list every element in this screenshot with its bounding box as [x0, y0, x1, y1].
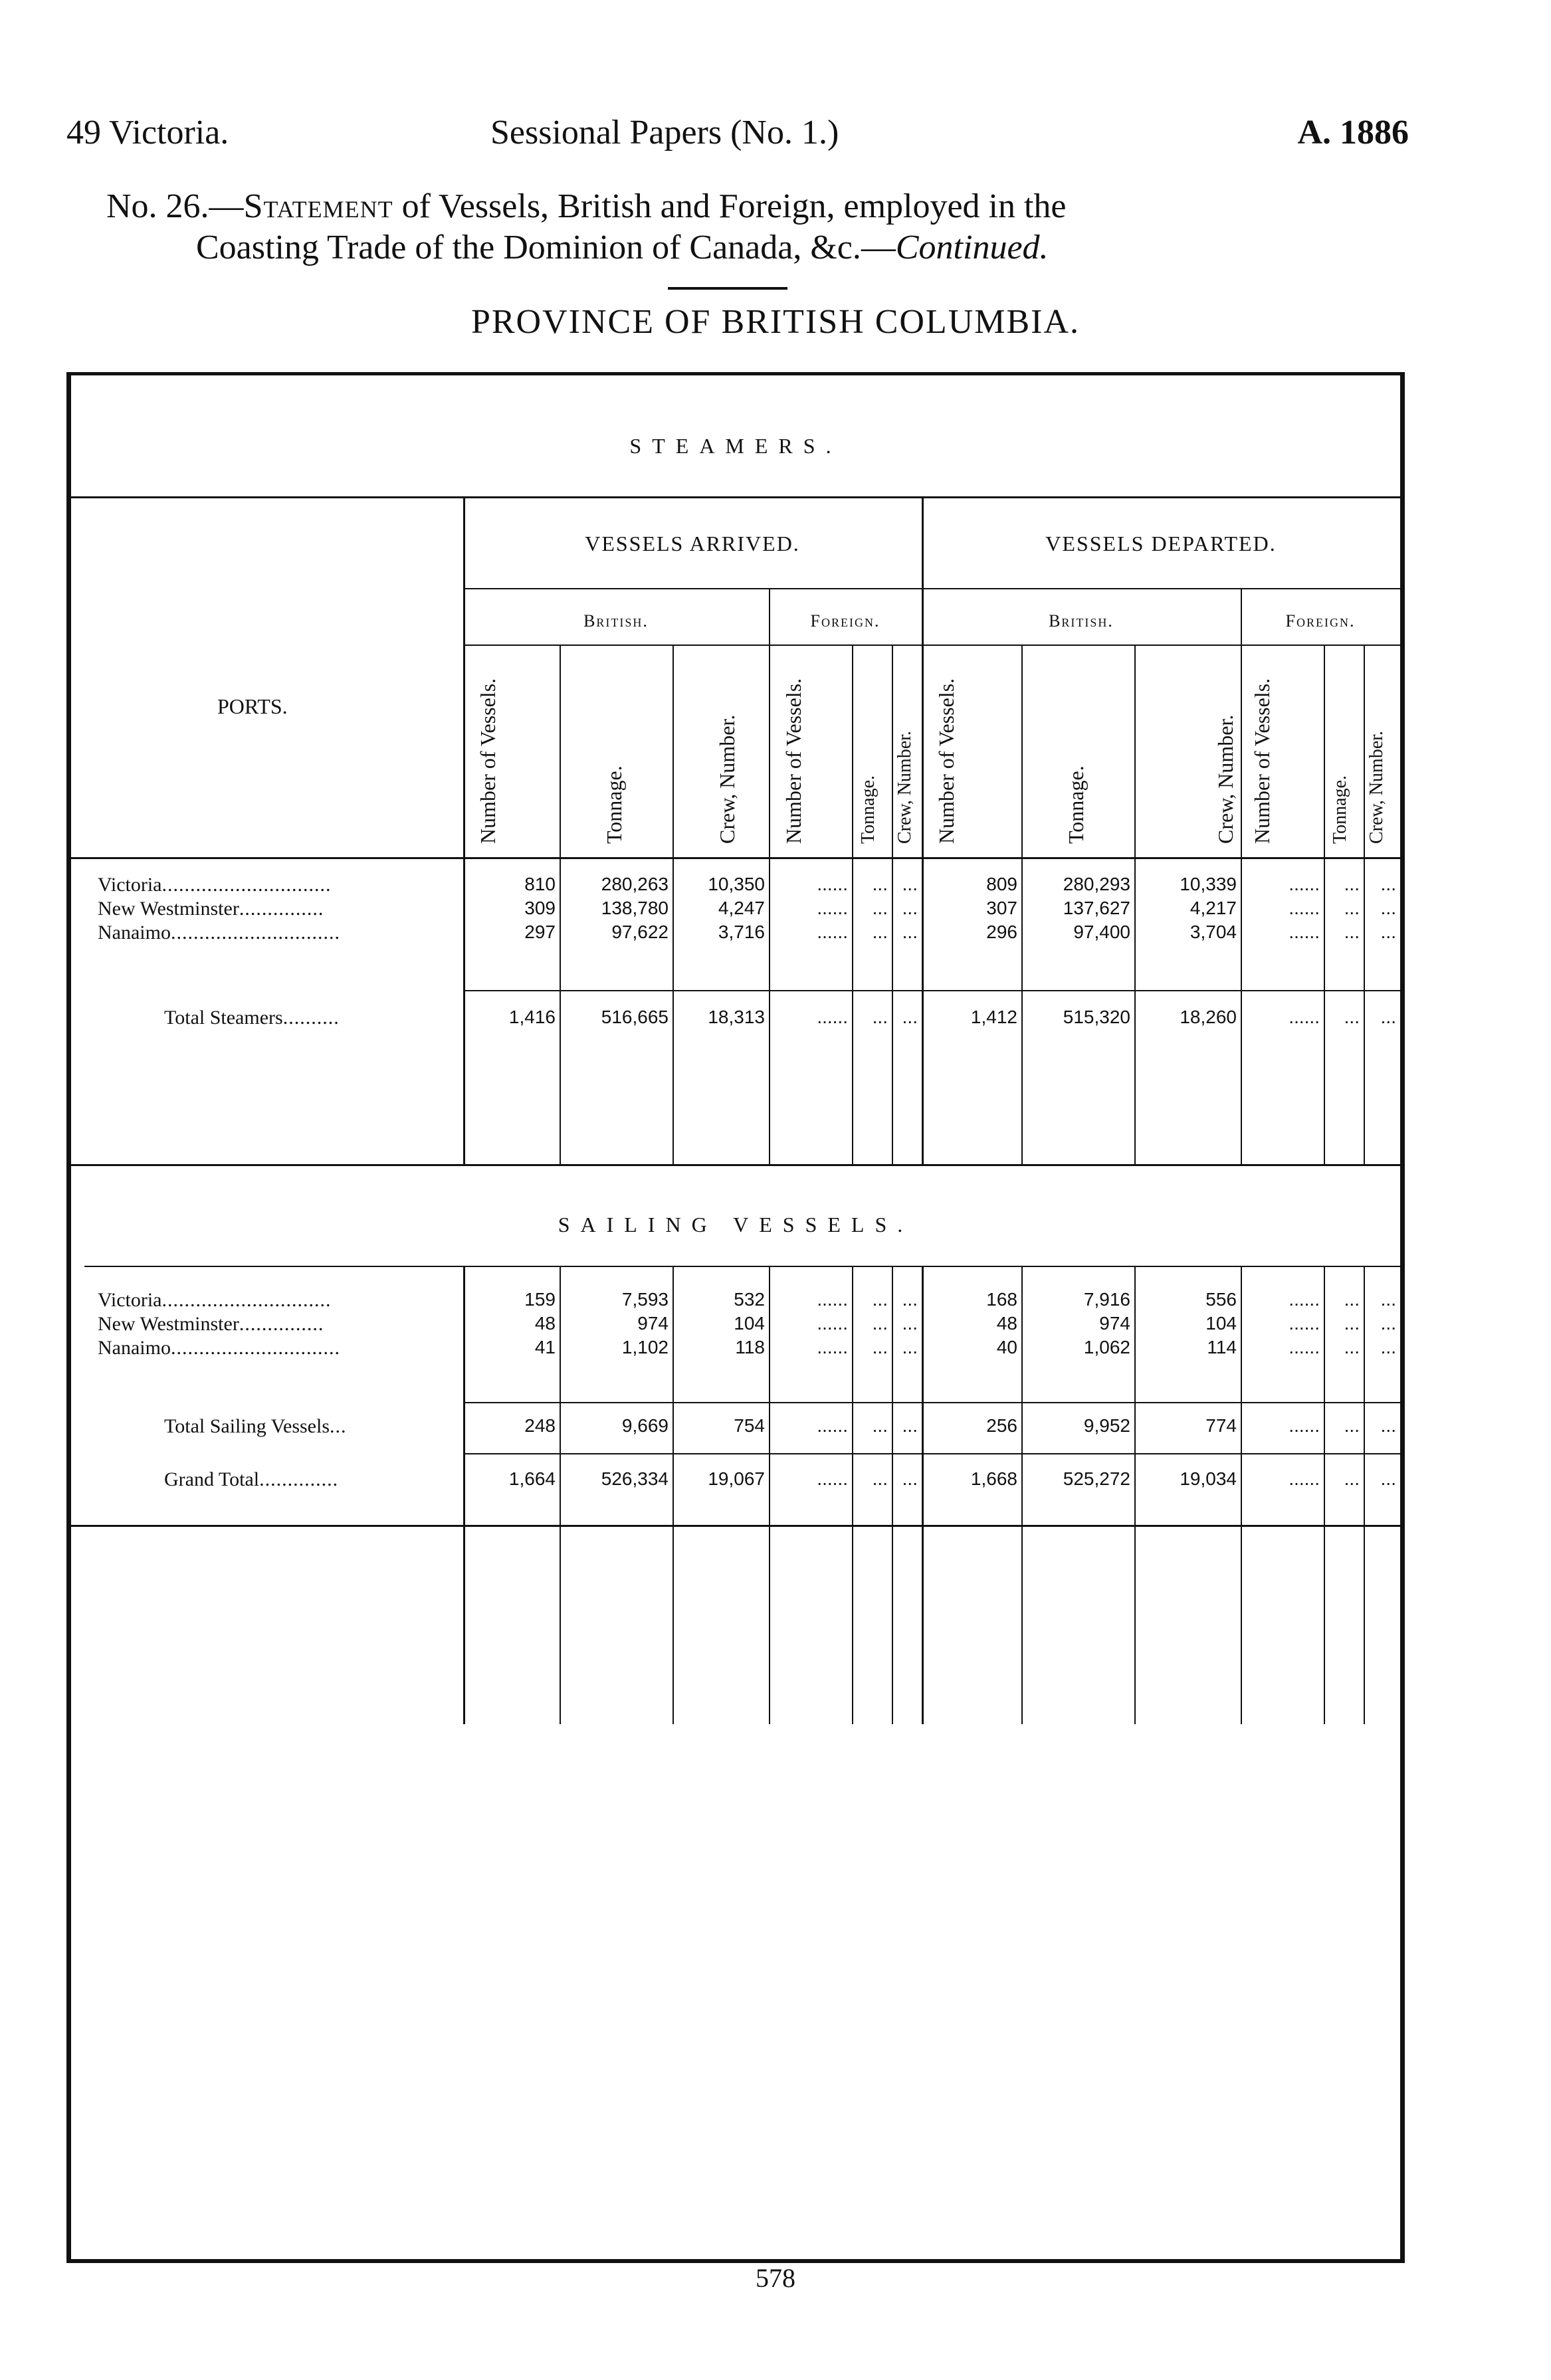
grand-total-row — [71, 1468, 1400, 1495]
port-name — [98, 922, 476, 944]
departed-british-tonnage: 97,400 — [1073, 922, 1130, 942]
arrived-british-crew: 4,247 — [718, 898, 765, 918]
departed-british-tonnage: 515,320 — [1063, 1007, 1130, 1027]
departed-foreign-crew: ... — [1380, 1007, 1396, 1027]
row-label: Grand Total — [164, 1468, 260, 1490]
col-departed-foreign-tonnage: Tonnage. — [1330, 775, 1350, 844]
sailing-vessels-title: SAILING VESSELS. — [558, 1213, 914, 1237]
departed-foreign-number: ...... — [1289, 898, 1320, 918]
title-line-2 — [106, 227, 1369, 268]
arrived-foreign-crew: ... — [902, 898, 918, 918]
arrived-foreign-number: ...... — [817, 1468, 848, 1489]
arrived-british-number: 48 — [534, 1313, 556, 1334]
port-name — [98, 898, 476, 920]
departed-british-tonnage: 1,062 — [1083, 1337, 1130, 1357]
departed-foreign-tonnage: ... — [1344, 1007, 1360, 1027]
departed-british-crew: 10,339 — [1180, 874, 1237, 894]
col-arrived-foreign-number: Number of Vessels. — [781, 678, 805, 844]
title-statement: Statement — [243, 187, 393, 225]
departed-foreign-crew: ... — [1380, 1468, 1396, 1489]
arrived-foreign-tonnage: ... — [872, 1337, 888, 1357]
arrived-foreign-tonnage: ... — [872, 874, 888, 894]
sailing-row — [71, 1313, 1400, 1339]
departed-foreign-tonnage: ... — [1344, 1289, 1360, 1310]
title-rule — [668, 287, 787, 290]
dot-leader: .............................. — [161, 874, 332, 896]
arrived-british-crew: 118 — [735, 1337, 765, 1357]
row-label: New Westminster — [98, 898, 239, 920]
ports-heading: PORTS. — [217, 694, 288, 718]
arrived-foreign-number: ...... — [817, 922, 848, 942]
departed-british-crew: 114 — [1207, 1337, 1237, 1357]
row-label: Nanaimo — [98, 1337, 171, 1359]
arrived-british-crew: 532 — [734, 1289, 765, 1310]
departed-foreign-crew: ... — [1380, 922, 1396, 942]
departed-british-crew: 774 — [1205, 1415, 1237, 1436]
dot-leader: .............................. — [170, 1337, 340, 1359]
departed-british-heading: British. — [1049, 611, 1114, 631]
row-label: Victoria — [98, 874, 162, 896]
departed-british-number: 809 — [986, 874, 1017, 894]
dot-leader: ............... — [239, 1313, 324, 1335]
steamers-title: STEAMERS. — [629, 434, 842, 458]
col-departed-british-number: Number of Vessels. — [934, 678, 958, 844]
arrived-british-tonnage: 7,593 — [621, 1289, 669, 1310]
arrived-foreign-number: ...... — [817, 1289, 848, 1310]
arrived-foreign-crew: ... — [902, 1007, 918, 1027]
departed-british-tonnage: 9,952 — [1083, 1415, 1130, 1436]
port-name — [98, 1337, 476, 1359]
departed-british-tonnage: 7,916 — [1083, 1289, 1130, 1310]
rule-under-steamers — [71, 1164, 1400, 1166]
arrived-british-tonnage: 974 — [637, 1313, 669, 1334]
arrived-foreign-number: ...... — [817, 1313, 848, 1334]
departed-foreign-number: ...... — [1289, 1415, 1320, 1436]
departed-british-crew: 19,034 — [1180, 1468, 1237, 1489]
rule-under-column-headers — [71, 857, 1400, 859]
departed-british-crew: 556 — [1205, 1289, 1237, 1310]
total-label — [164, 1468, 483, 1491]
dot-leader: ... — [330, 1415, 347, 1437]
departed-foreign-number: ...... — [1289, 1313, 1320, 1334]
steamers-row — [71, 922, 1400, 948]
departed-foreign-crew: ... — [1380, 1289, 1396, 1310]
departed-foreign-heading: Foreign. — [1285, 611, 1356, 631]
departed-british-crew: 104 — [1205, 1313, 1237, 1334]
col-departed-foreign-crew: Crew, Number. — [1366, 730, 1387, 844]
departed-foreign-crew: ... — [1380, 1313, 1396, 1334]
col-arrived-foreign-crew: Crew, Number. — [894, 730, 915, 844]
rule-ports-divider — [463, 496, 465, 1164]
rule-under-grand-total — [71, 1525, 1400, 1527]
dot-leader: .......... — [282, 1007, 340, 1029]
rule-above-sailing-total — [463, 1402, 1400, 1403]
departed-foreign-number: ...... — [1289, 1337, 1320, 1357]
departed-foreign-number: ...... — [1289, 1468, 1320, 1489]
col-departed-british-tonnage: Tonnage. — [1064, 765, 1088, 844]
departed-british-tonnage: 525,272 — [1063, 1468, 1130, 1489]
arrived-british-crew: 19,067 — [708, 1468, 765, 1489]
arrived-british-number: 248 — [524, 1415, 556, 1436]
dot-leader: .............................. — [161, 1289, 332, 1311]
province-heading: PROVINCE OF BRITISH COLUMBIA. — [470, 303, 1081, 341]
departed-british-tonnage: 137,627 — [1063, 898, 1130, 918]
departed-british-number: 48 — [996, 1313, 1017, 1334]
title-line2-text: Coasting Trade of the Dominion of Canada, &c.— — [196, 229, 896, 266]
arrived-british-tonnage: 97,622 — [611, 922, 669, 942]
arrived-british-number: 159 — [524, 1289, 556, 1310]
departed-foreign-number: ...... — [1289, 1007, 1320, 1027]
row-label: Victoria — [98, 1289, 162, 1311]
arrived-foreign-tonnage: ... — [872, 922, 888, 942]
arrived-foreign-crew: ... — [902, 1313, 918, 1334]
departed-british-crew: 4,217 — [1189, 898, 1237, 918]
row-label: New Westminster — [98, 1313, 239, 1335]
departed-british-number: 256 — [986, 1415, 1017, 1436]
arrived-foreign-number: ...... — [817, 1007, 848, 1027]
vessels-arrived-heading: VESSELS ARRIVED. — [585, 532, 800, 555]
dot-leader: .............. — [259, 1468, 339, 1490]
departed-british-tonnage: 974 — [1099, 1313, 1130, 1334]
departed-british-crew: 18,260 — [1180, 1007, 1237, 1027]
departed-foreign-tonnage: ... — [1344, 1337, 1360, 1357]
title-line1-rest: of Vessels, British and Foreign, employed in the — [393, 187, 1067, 225]
dot-leader: .............................. — [170, 922, 340, 943]
arrived-foreign-heading: Foreign. — [810, 611, 880, 631]
arrived-british-crew: 10,350 — [708, 874, 765, 894]
arrived-foreign-tonnage: ... — [872, 1415, 888, 1436]
col-departed-foreign-number: Number of Vessels. — [1250, 678, 1274, 844]
arrived-british-number: 297 — [524, 922, 556, 942]
running-head-center: Sessional Papers (No. 1.) — [490, 114, 839, 151]
departed-foreign-number: ...... — [1289, 1289, 1320, 1310]
departed-british-number: 296 — [986, 922, 1017, 942]
arrived-british-number: 41 — [534, 1337, 556, 1357]
col-arrived-british-tonnage: Tonnage. — [602, 765, 626, 844]
row-label: Total Sailing Vessels — [164, 1415, 330, 1437]
arrived-british-heading: British. — [583, 611, 649, 631]
running-head-right: A. 1886 — [1297, 114, 1409, 151]
rule-under-group-headings — [463, 588, 1400, 589]
departed-british-number: 40 — [996, 1337, 1017, 1357]
sailing-row — [71, 1337, 1400, 1363]
departed-british-number: 1,412 — [970, 1007, 1017, 1027]
arrived-foreign-tonnage: ... — [872, 1289, 888, 1310]
title-number: No. 26.— — [106, 187, 244, 225]
total-label — [164, 1415, 483, 1438]
statement-title — [106, 186, 1369, 268]
arrived-british-tonnage: 280,263 — [601, 874, 669, 894]
running-head — [66, 113, 1409, 159]
rule-above-grand-total — [463, 1453, 1400, 1454]
arrived-foreign-crew: ... — [902, 1415, 918, 1436]
col-departed-british-crew: Crew, Number. — [1213, 714, 1237, 844]
sailing-row — [71, 1289, 1400, 1316]
page-folio: 578 — [756, 2263, 795, 2293]
steamers-total-row — [71, 1007, 1400, 1033]
arrived-foreign-number: ...... — [817, 874, 848, 894]
departed-foreign-crew: ... — [1380, 1337, 1396, 1357]
arrived-foreign-crew: ... — [902, 922, 918, 942]
rule-arrived-departed-divider — [922, 496, 924, 1164]
port-name — [98, 874, 476, 896]
arrived-foreign-tonnage: ... — [872, 1468, 888, 1489]
departed-british-number: 168 — [986, 1289, 1017, 1310]
departed-foreign-number: ...... — [1289, 922, 1320, 942]
title-continued: Continued. — [895, 229, 1049, 266]
statement-table — [66, 372, 1405, 2263]
arrived-foreign-crew: ... — [902, 1289, 918, 1310]
departed-foreign-tonnage: ... — [1344, 1313, 1360, 1334]
col-arrived-foreign-tonnage: Tonnage. — [858, 775, 879, 844]
arrived-british-crew: 18,313 — [708, 1007, 765, 1027]
arrived-foreign-number: ...... — [817, 898, 848, 918]
arrived-foreign-number: ...... — [817, 1337, 848, 1357]
arrived-foreign-crew: ... — [902, 874, 918, 894]
rule-under-steamers-title — [71, 496, 1400, 498]
arrived-foreign-crew: ... — [902, 1337, 918, 1357]
col-arrived-british-crew: Crew, Number. — [715, 714, 739, 844]
arrived-british-tonnage: 526,334 — [601, 1468, 669, 1489]
title-line-1 — [106, 186, 1369, 227]
arrived-british-tonnage: 9,669 — [621, 1415, 669, 1436]
arrived-foreign-tonnage: ... — [872, 898, 888, 918]
rule-under-sub-headings — [463, 645, 1400, 646]
departed-foreign-tonnage: ... — [1344, 1468, 1360, 1489]
arrived-british-number: 1,664 — [508, 1468, 556, 1489]
dot-leader: ............... — [239, 898, 324, 920]
arrived-british-crew: 104 — [734, 1313, 765, 1334]
arrived-foreign-tonnage: ... — [872, 1313, 888, 1334]
row-label: Nanaimo — [98, 922, 171, 943]
steamers-row — [71, 874, 1400, 900]
total-label — [164, 1007, 483, 1029]
departed-foreign-crew: ... — [1380, 898, 1396, 918]
departed-british-tonnage: 280,293 — [1063, 874, 1130, 894]
sailing-total-row — [71, 1415, 1400, 1442]
departed-foreign-tonnage: ... — [1344, 874, 1360, 894]
arrived-british-tonnage: 516,665 — [601, 1007, 669, 1027]
rule-above-steamers-total — [463, 990, 1400, 991]
arrived-british-crew: 754 — [734, 1415, 765, 1436]
arrived-british-tonnage: 138,780 — [601, 898, 669, 918]
arrived-foreign-number: ...... — [817, 1415, 848, 1436]
arrived-british-number: 309 — [524, 898, 556, 918]
arrived-foreign-crew: ... — [902, 1468, 918, 1489]
rule-under-sailing-title — [84, 1266, 1400, 1267]
arrived-british-number: 810 — [524, 874, 556, 894]
port-name — [98, 1289, 476, 1312]
departed-foreign-crew: ... — [1380, 874, 1396, 894]
arrived-british-crew: 3,716 — [718, 922, 765, 942]
departed-foreign-crew: ... — [1380, 1415, 1396, 1436]
departed-foreign-tonnage: ... — [1344, 1415, 1360, 1436]
departed-foreign-number: ...... — [1289, 874, 1320, 894]
departed-foreign-tonnage: ... — [1344, 898, 1360, 918]
running-head-left: 49 Victoria. — [66, 114, 229, 151]
steamers-row — [71, 898, 1400, 924]
arrived-foreign-tonnage: ... — [872, 1007, 888, 1027]
departed-british-number: 1,668 — [970, 1468, 1017, 1489]
arrived-british-tonnage: 1,102 — [621, 1337, 669, 1357]
vessels-departed-heading: VESSELS DEPARTED. — [1045, 532, 1277, 555]
row-label: Total Steamers — [164, 1007, 283, 1029]
departed-foreign-tonnage: ... — [1344, 922, 1360, 942]
departed-british-number: 307 — [986, 898, 1017, 918]
port-name — [98, 1313, 476, 1336]
departed-british-crew: 3,704 — [1189, 922, 1237, 942]
arrived-british-number: 1,416 — [508, 1007, 556, 1027]
col-arrived-british-number: Number of Vessels. — [476, 678, 500, 844]
